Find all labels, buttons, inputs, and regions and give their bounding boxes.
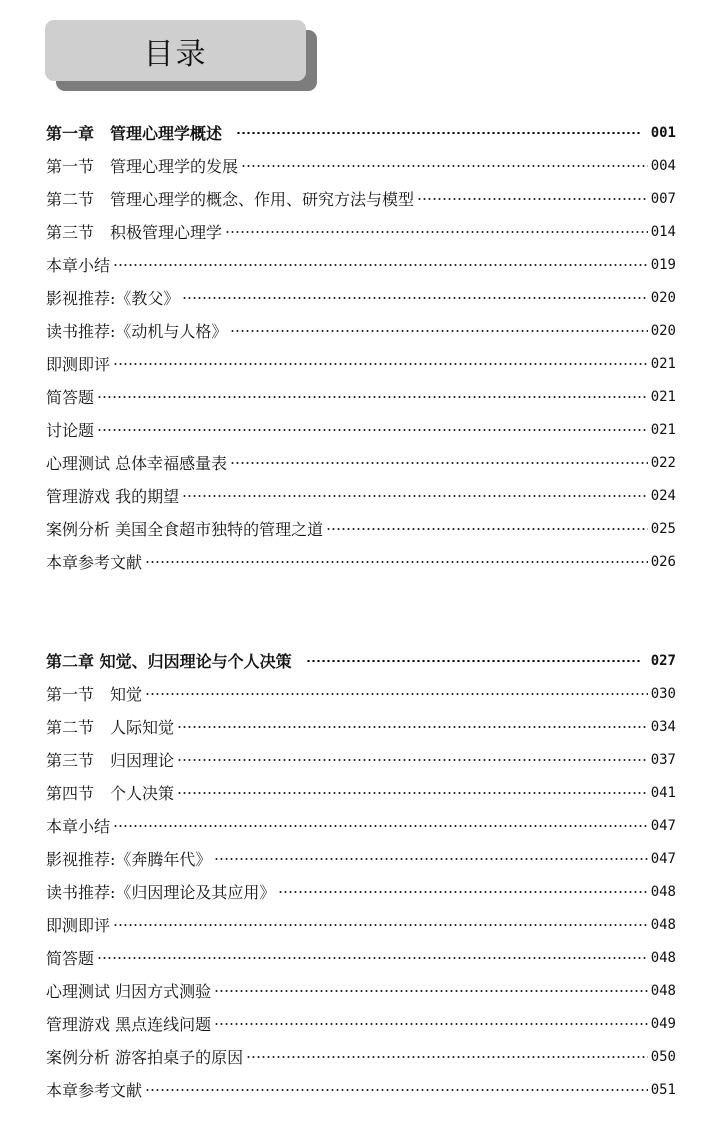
toc-entry-label: 读书推荐:《动机与人格》 [46,322,228,341]
toc-entry-label: 第三节 积极管理心理学 [46,223,223,242]
toc-entry-label: 心理测试 归因方式测验 [46,982,212,1001]
toc-entry-row[interactable] [46,809,676,842]
toc-page-number: 048 [650,883,676,900]
chapter-heading-row[interactable] [46,116,676,149]
toc-page-number: 037 [650,751,676,768]
toc-page-number: 049 [650,1015,676,1032]
toc-page-number: 030 [650,685,676,702]
dot-leader [214,858,647,860]
toc-entry-row[interactable] [46,1040,676,1073]
toc-entry-row[interactable] [46,1007,676,1040]
toc-page-number: 051 [650,1081,676,1098]
toc-page-number: 020 [650,289,676,306]
toc-page-number: 004 [650,157,676,174]
dot-leader [113,924,648,926]
toc-entry-row[interactable] [46,380,676,413]
chapter-2-toc [46,644,676,1106]
toc-entry-row[interactable] [46,974,676,1007]
toc-entry-label: 第二章 知觉、归因理论与个人决策 [46,652,292,671]
dot-leader [417,198,648,200]
toc-page-number: 007 [650,190,676,207]
toc-entry-label: 第二节 人际知觉 [46,718,175,737]
toc-entry-label: 即测即评 [46,355,111,374]
toc-entry-row[interactable] [46,248,676,281]
chapter-heading-row[interactable] [46,644,676,677]
dot-leader [97,957,648,959]
toc-entry-row[interactable] [46,512,676,545]
toc-entry-row[interactable] [46,842,676,875]
toc-entry-label: 简答题 [46,949,95,968]
toc-entry-row[interactable] [46,479,676,512]
dot-leader [241,165,648,167]
dot-leader [225,231,648,233]
toc-entry-label: 第二节 管理心理学的概念、作用、研究方法与模型 [46,190,415,209]
toc-entry-row[interactable] [46,1073,676,1106]
toc-entry-row[interactable] [46,710,676,743]
toc-entry-label: 案例分析 美国全食超市独特的管理之道 [46,520,324,539]
toc-page-number: 048 [650,916,676,933]
toc-page-number: 019 [650,256,676,273]
dot-leader [306,660,641,662]
toc-entry-row[interactable] [46,314,676,347]
toc-entry-row[interactable] [46,545,676,578]
chapter-1-toc [46,116,676,578]
toc-page-number: 021 [650,388,676,405]
toc-entry-row[interactable] [46,347,676,380]
dot-leader [236,132,641,134]
toc-title-banner [45,20,306,81]
toc-entry-label: 影视推荐:《奔腾年代》 [46,850,212,869]
toc-entry-row[interactable] [46,743,676,776]
toc-entry-label: 心理测试 总体幸福感量表 [46,454,228,473]
dot-leader [246,1056,648,1058]
toc-page-number: 014 [650,223,676,240]
toc-entry-label: 第四节 个人决策 [46,784,175,803]
toc-entry-row[interactable] [46,149,676,182]
dot-leader [113,363,648,365]
toc-entry-row[interactable] [46,281,676,314]
toc-page-number: 050 [650,1048,676,1065]
dot-leader [113,264,648,266]
toc-page-number: 026 [650,553,676,570]
dot-leader [326,528,648,530]
dot-leader [182,495,648,497]
toc-entry-row[interactable] [46,941,676,974]
toc-page-number: 022 [650,454,676,471]
dot-leader [145,561,648,563]
toc-page-number: 021 [650,355,676,372]
toc-entry-label: 第一章 管理心理学概述 [46,124,223,143]
dot-leader [97,429,648,431]
dot-leader [97,396,648,398]
dot-leader [177,726,648,728]
dot-leader [214,1023,648,1025]
toc-entry-label: 本章参考文献 [46,553,143,572]
toc-entry-label: 第三节 归因理论 [46,751,175,770]
toc-page-number: 024 [650,487,676,504]
dot-leader [177,759,648,761]
toc-entry-row[interactable] [46,413,676,446]
toc-entry-row[interactable] [46,908,676,941]
toc-page-number: 025 [650,520,676,537]
toc-title: 目录 [143,36,208,72]
toc-page-number: 027 [650,652,676,669]
dot-leader [177,792,648,794]
toc-entry-row[interactable] [46,875,676,908]
dot-leader [113,825,648,827]
toc-page-number: 041 [650,784,676,801]
dot-leader [214,990,648,992]
toc-page-number: 021 [650,421,676,438]
toc-entry-label: 本章参考文献 [46,1081,143,1100]
toc-entry-row[interactable] [46,215,676,248]
toc-entry-label: 本章小结 [46,256,111,275]
dot-leader [145,693,648,695]
toc-page-number: 001 [650,124,676,141]
toc-entry-row[interactable] [46,446,676,479]
toc-entry-label: 影视推荐:《教父》 [46,289,180,308]
toc-page-number: 047 [650,850,676,867]
toc-entry-label: 管理游戏 我的期望 [46,487,180,506]
toc-entry-label: 案例分析 游客拍桌子的原因 [46,1048,244,1067]
toc-page-number: 020 [650,322,676,339]
toc-entry-label: 管理游戏 黑点连线问题 [46,1015,212,1034]
toc-entry-label: 第一节 知觉 [46,685,143,704]
toc-entry-row[interactable] [46,776,676,809]
dot-leader [230,462,648,464]
toc-page-number: 048 [650,949,676,966]
toc-entry-row[interactable] [46,182,676,215]
toc-entry-label: 读书推荐:《归因理论及其应用》 [46,883,276,902]
dot-leader [230,330,647,332]
dot-leader [182,297,647,299]
toc-entry-label: 本章小结 [46,817,111,836]
toc-entry-row[interactable] [46,677,676,710]
toc-page-number: 034 [650,718,676,735]
toc-entry-label: 简答题 [46,388,95,407]
dot-leader [278,891,647,893]
toc-entry-label: 讨论题 [46,421,95,440]
toc-page-number: 048 [650,982,676,999]
toc-entry-label: 第一节 管理心理学的发展 [46,157,239,176]
toc-page-number: 047 [650,817,676,834]
dot-leader [145,1089,648,1091]
toc-entry-label: 即测即评 [46,916,111,935]
